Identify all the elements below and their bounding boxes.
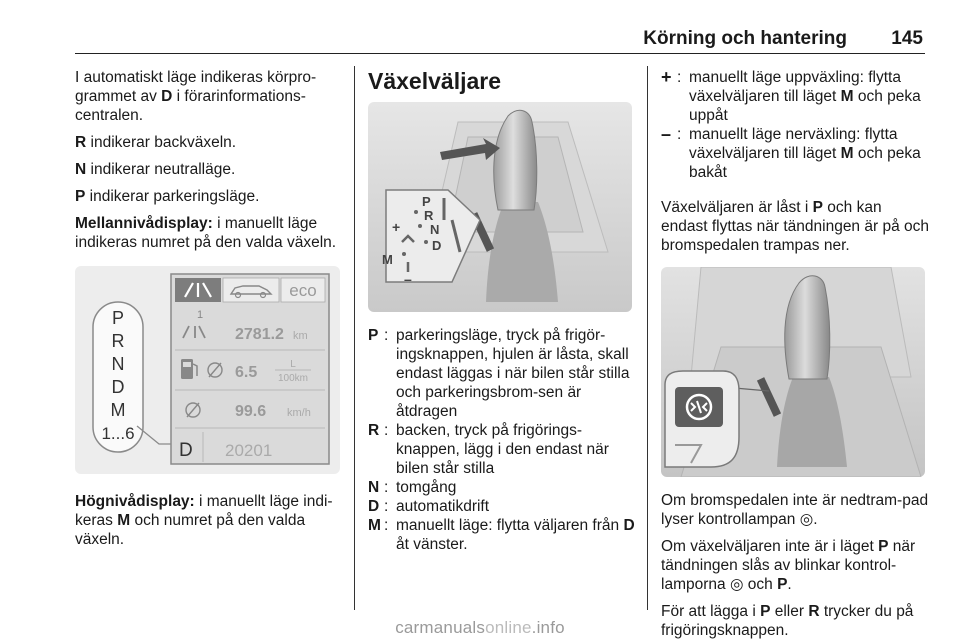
fig-label-minus: – (404, 271, 412, 287)
gear-m: M (110, 400, 126, 420)
item-n: N indikerar neutralläge. (75, 161, 236, 178)
current-gear: D (179, 440, 193, 461)
brake-warning-icon: ◎ (729, 576, 744, 593)
gear-n: N (111, 354, 125, 374)
def-n: N : tomgång (368, 479, 457, 496)
gear-d: D (111, 377, 125, 397)
column-2 (368, 68, 636, 554)
def-p: P : parkeringsläge, tryck på frigör-ingsknappen, hjulen är låsta, skall endast läggas i när bilen står stilla och parkeringsbrom-sen är åtdragen (368, 327, 630, 420)
fig-label-d: D (432, 238, 442, 253)
item-r: R indikerar backväxeln. (75, 134, 237, 151)
intro-paragraph: I automatiskt läge indikeras körpro-grammet av D i förarinformations-centralen. (75, 69, 317, 124)
fig-label-r: R (424, 208, 434, 223)
gear-definitions (368, 326, 636, 554)
watermark: carmanualsonline.info (395, 618, 565, 637)
locked-paragraph: Växelväljaren är låst i P och kan endast flyttas när tändningen är på och bromspedalen trampas ner. (661, 199, 929, 254)
brake-paragraph: Om bromspedalen inte är nedtram-pad lyser kontrollampan ◎. (661, 492, 929, 528)
speed-value: 99.6 (235, 403, 267, 420)
gear-range: 1...6 (101, 424, 135, 443)
ignition-paragraph: Om växelväljaren inte är i läget P när tändningen slås av blinkar kontrol-lamporna ◎ och P. (661, 538, 916, 593)
mid-level-paragraph: Mellannivådisplay: i manuellt läge indikeras numret på den valda växeln. (75, 215, 337, 251)
def-m: M : manuellt läge: flytta väljaren från D åt vänster. (368, 517, 635, 553)
svg-text:1: 1 (197, 309, 204, 321)
page-header (75, 28, 925, 54)
display-illustration (75, 266, 340, 474)
driver-info-display-figure (75, 266, 340, 474)
fig-label-p: P (422, 194, 431, 209)
release-button-figure (661, 267, 925, 477)
gear-selector-illustration (368, 102, 632, 312)
fig-label-n: N (430, 222, 440, 237)
column-3 (661, 68, 931, 642)
odometer-value: 2781.2 (235, 326, 284, 343)
def-plus: + : manuellt läge uppväxling: flytta växelväljaren till läget M och peka uppåt (661, 67, 921, 124)
release-paragraph: För att lägga i P eller R trycker du på frigöringsknappen. (661, 603, 914, 639)
release-button-illustration (661, 267, 925, 477)
high-level-paragraph: Högnivådisplay: i manuellt läge indi-keras M och numret på den valda växeln. (75, 493, 333, 548)
svg-text:L: L (290, 359, 296, 370)
fig-label-plus: + (392, 219, 401, 235)
brake-warning-icon: ◎ (799, 511, 814, 528)
item-p: P indikerar parkeringsläge. (75, 188, 260, 205)
section-heading: Växelväljare (368, 68, 502, 94)
gear-p: P (111, 308, 125, 328)
odometer-total: 20201 (225, 441, 273, 460)
eco-tab: eco (289, 281, 317, 300)
gear-r: R (111, 331, 125, 351)
def-r: R : backen, tryck på frigörings-knappen, lägg i den endast när bilen står stilla (368, 422, 609, 477)
column-1 (75, 68, 340, 557)
fig-label-m: M (382, 252, 393, 267)
column-divider (354, 66, 355, 610)
column-divider (647, 66, 648, 610)
fuel-value: 6.5 (235, 364, 258, 381)
page-title: Körning och hantering (643, 28, 847, 49)
gear-selector-figure (368, 102, 632, 312)
def-minus: – : manuellt läge nerväxling: flytta växelväljaren till läget M och peka bakåt (661, 124, 921, 181)
def-d: D : automatikdrift (368, 498, 490, 515)
page-number: 145 (891, 28, 923, 49)
svg-text:km: km (293, 330, 308, 342)
svg-text:km/h: km/h (287, 407, 311, 419)
svg-text:100km: 100km (277, 373, 309, 384)
